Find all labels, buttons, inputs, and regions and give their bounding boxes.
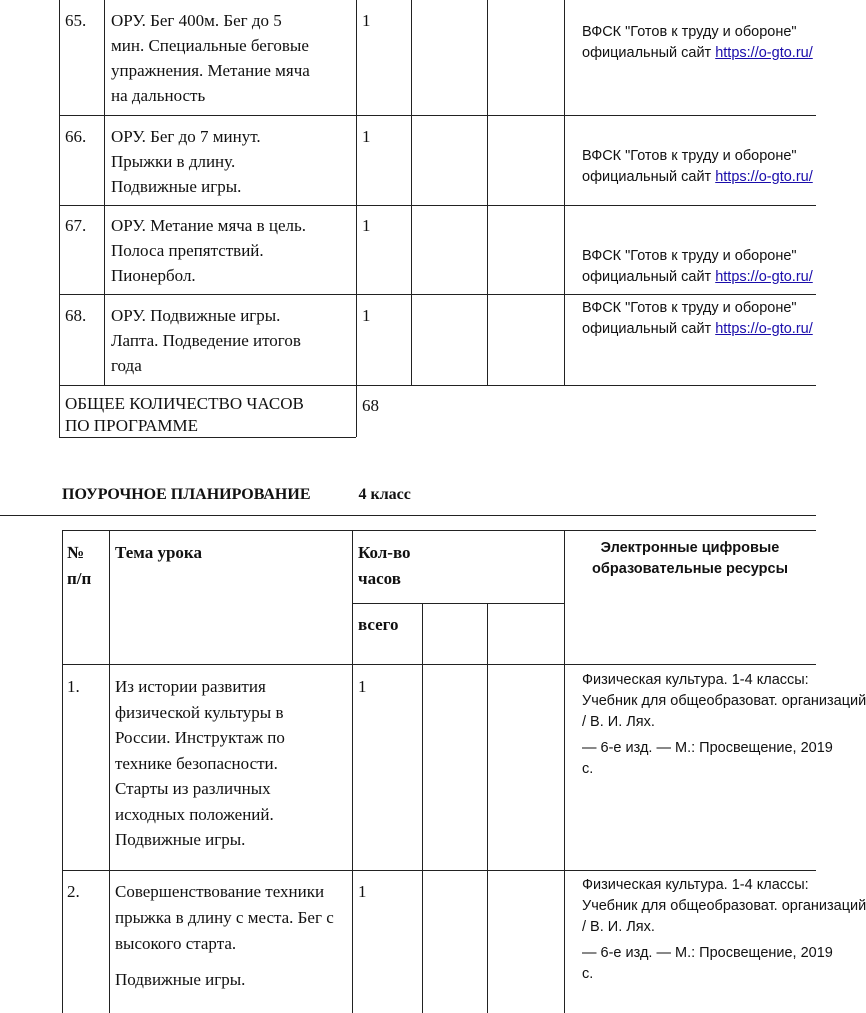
- resource-text: / В. И. Лях.: [582, 714, 655, 730]
- section-title-text: ПОУРОЧНОЕ ПЛАНИРОВАНИЕ: [62, 486, 311, 503]
- table-border: [104, 0, 105, 385]
- row-number: 68.: [65, 306, 87, 325]
- resource-text: официальный сайт: [582, 45, 716, 61]
- header-text: Электронные цифровые: [600, 540, 780, 556]
- hours-value: 1: [358, 677, 367, 696]
- table-border: [487, 0, 488, 385]
- topic-line: ОРУ. Бег 400м. Бег до 5: [111, 11, 282, 30]
- total-label-line: ОБЩЕЕ КОЛИЧЕСТВО ЧАСОВ: [65, 394, 304, 413]
- table-border: [352, 530, 353, 1013]
- table-border: [62, 530, 816, 531]
- topic-line: Подвижные игры.: [115, 830, 246, 849]
- topic-line: России. Инструктаж по: [115, 728, 285, 747]
- header-total: всего: [358, 615, 399, 634]
- topic-line: Старты из различных: [115, 779, 271, 798]
- table-border: [62, 530, 63, 1013]
- total-value: 68: [362, 396, 379, 415]
- total-label: [65, 393, 304, 437]
- resource-text: — 6-е изд. — М.: Просвещение, 2019: [582, 740, 833, 756]
- lesson-topic: [111, 124, 261, 199]
- resource-cell: [582, 298, 813, 340]
- table-border: [62, 664, 816, 665]
- section-title: [62, 486, 411, 504]
- table-border: [564, 0, 565, 385]
- hours-value: 1: [362, 306, 371, 325]
- topic-line: ОРУ. Подвижные игры.: [111, 306, 281, 325]
- resource-text: Учебник для общеобразоват. организаций: [582, 898, 866, 914]
- topic-line: прыжка в длину с места. Бег с: [115, 908, 334, 927]
- row-number: 1.: [67, 677, 80, 696]
- resource-text: официальный сайт: [582, 269, 716, 285]
- hours-value: 1: [362, 11, 371, 30]
- topic-line: мин. Специальные беговые: [111, 36, 309, 55]
- row-number: 66.: [65, 127, 87, 146]
- resource-text: ВФСК "Готов к труду и обороне": [582, 148, 797, 164]
- topic-line: ОРУ. Метание мяча в цель.: [111, 216, 307, 235]
- header-text: №: [67, 543, 85, 562]
- topic-line: ОРУ. Бег до 7 минут.: [111, 127, 261, 146]
- table-border: [356, 0, 357, 437]
- topic-line: на дальность: [111, 86, 206, 105]
- table-border: [564, 530, 565, 1013]
- row-number: 67.: [65, 216, 87, 235]
- table-border: [59, 0, 60, 437]
- table-border: [352, 603, 564, 604]
- resource-cell: [582, 246, 813, 288]
- header-resources: [565, 538, 815, 580]
- resource-text: ВФСК "Готов к труду и обороне": [582, 24, 797, 40]
- topic-line: технике безопасности.: [115, 753, 278, 773]
- topic-line: Полоса препятствий.: [111, 241, 264, 260]
- header-text: Кол-во: [358, 543, 411, 562]
- topic-line: Лапта. Подведение итогов: [111, 331, 301, 350]
- header-hours: [358, 540, 411, 592]
- resource-text: Учебник для общеобразоват. организаций: [582, 693, 866, 709]
- hours-value: 1: [362, 216, 371, 235]
- header-text: часов: [358, 569, 401, 588]
- table-border: [59, 385, 816, 386]
- row-number: 2.: [67, 882, 80, 901]
- topic-line: года: [111, 356, 142, 375]
- topic-line: Подвижные игры.: [115, 970, 246, 989]
- lesson-topic: [111, 8, 310, 108]
- lesson-topic: [115, 674, 285, 853]
- header-text: п/п: [67, 569, 92, 588]
- topic-line: Из истории развития: [115, 677, 266, 696]
- lesson-topic: [115, 879, 334, 993]
- gto-link[interactable]: https://o-gto.ru/: [715, 321, 813, 337]
- hours-value: 1: [358, 882, 367, 901]
- table-border: [59, 437, 356, 438]
- topic-line: Пионербол.: [111, 266, 196, 285]
- header-text: образовательные ресурсы: [592, 561, 788, 577]
- table-border: [59, 115, 816, 116]
- topic-line: Прыжки в длину.: [111, 152, 236, 171]
- row-number: 65.: [65, 11, 87, 30]
- gto-link[interactable]: https://o-gto.ru/: [715, 45, 813, 61]
- resource-cell: [582, 22, 813, 64]
- gto-link[interactable]: https://o-gto.ru/: [715, 169, 813, 185]
- table-border: [109, 530, 110, 1013]
- resource-text: Физическая культура. 1-4 классы:: [582, 672, 809, 688]
- resource-text: с.: [582, 966, 594, 982]
- hours-value: 1: [362, 127, 371, 146]
- topic-line: высокого старта.: [115, 934, 237, 953]
- section-rule: [0, 515, 816, 516]
- topic-line: Совершенствование техники: [115, 882, 325, 901]
- grade-label: 4 класс: [358, 486, 411, 503]
- header-number: [67, 540, 91, 592]
- resource-text: ВФСК "Готов к труду и обороне": [582, 300, 797, 316]
- topic-line: физической культуры в: [115, 702, 284, 722]
- resource-text: Физическая культура. 1-4 классы:: [582, 877, 809, 893]
- topic-line: Подвижные игры.: [111, 177, 242, 196]
- resource-text: официальный сайт: [582, 321, 716, 337]
- lesson-topic: [111, 213, 306, 288]
- resource-cell: [582, 875, 866, 985]
- lesson-topic: [111, 303, 301, 378]
- table-border: [422, 603, 423, 1013]
- resource-text: ВФСК "Готов к труду и обороне": [582, 248, 797, 264]
- header-topic: Тема урока: [115, 543, 202, 562]
- resource-cell: [582, 670, 866, 780]
- resource-cell: [582, 146, 813, 188]
- topic-line: исходных положений.: [115, 804, 274, 824]
- table-border: [59, 205, 816, 206]
- resource-text: — 6-е изд. — М.: Просвещение, 2019: [582, 945, 833, 961]
- table-border: [59, 294, 816, 295]
- resource-text: / В. И. Лях.: [582, 919, 655, 935]
- table-border: [411, 0, 412, 385]
- table-border: [487, 603, 488, 1013]
- gto-link[interactable]: https://o-gto.ru/: [715, 269, 813, 285]
- total-label-line: ПО ПРОГРАММЕ: [65, 416, 199, 435]
- topic-line: упражнения. Метание мяча: [111, 61, 310, 80]
- table-border: [62, 870, 816, 871]
- resource-text: с.: [582, 761, 594, 777]
- resource-text: официальный сайт: [582, 169, 716, 185]
